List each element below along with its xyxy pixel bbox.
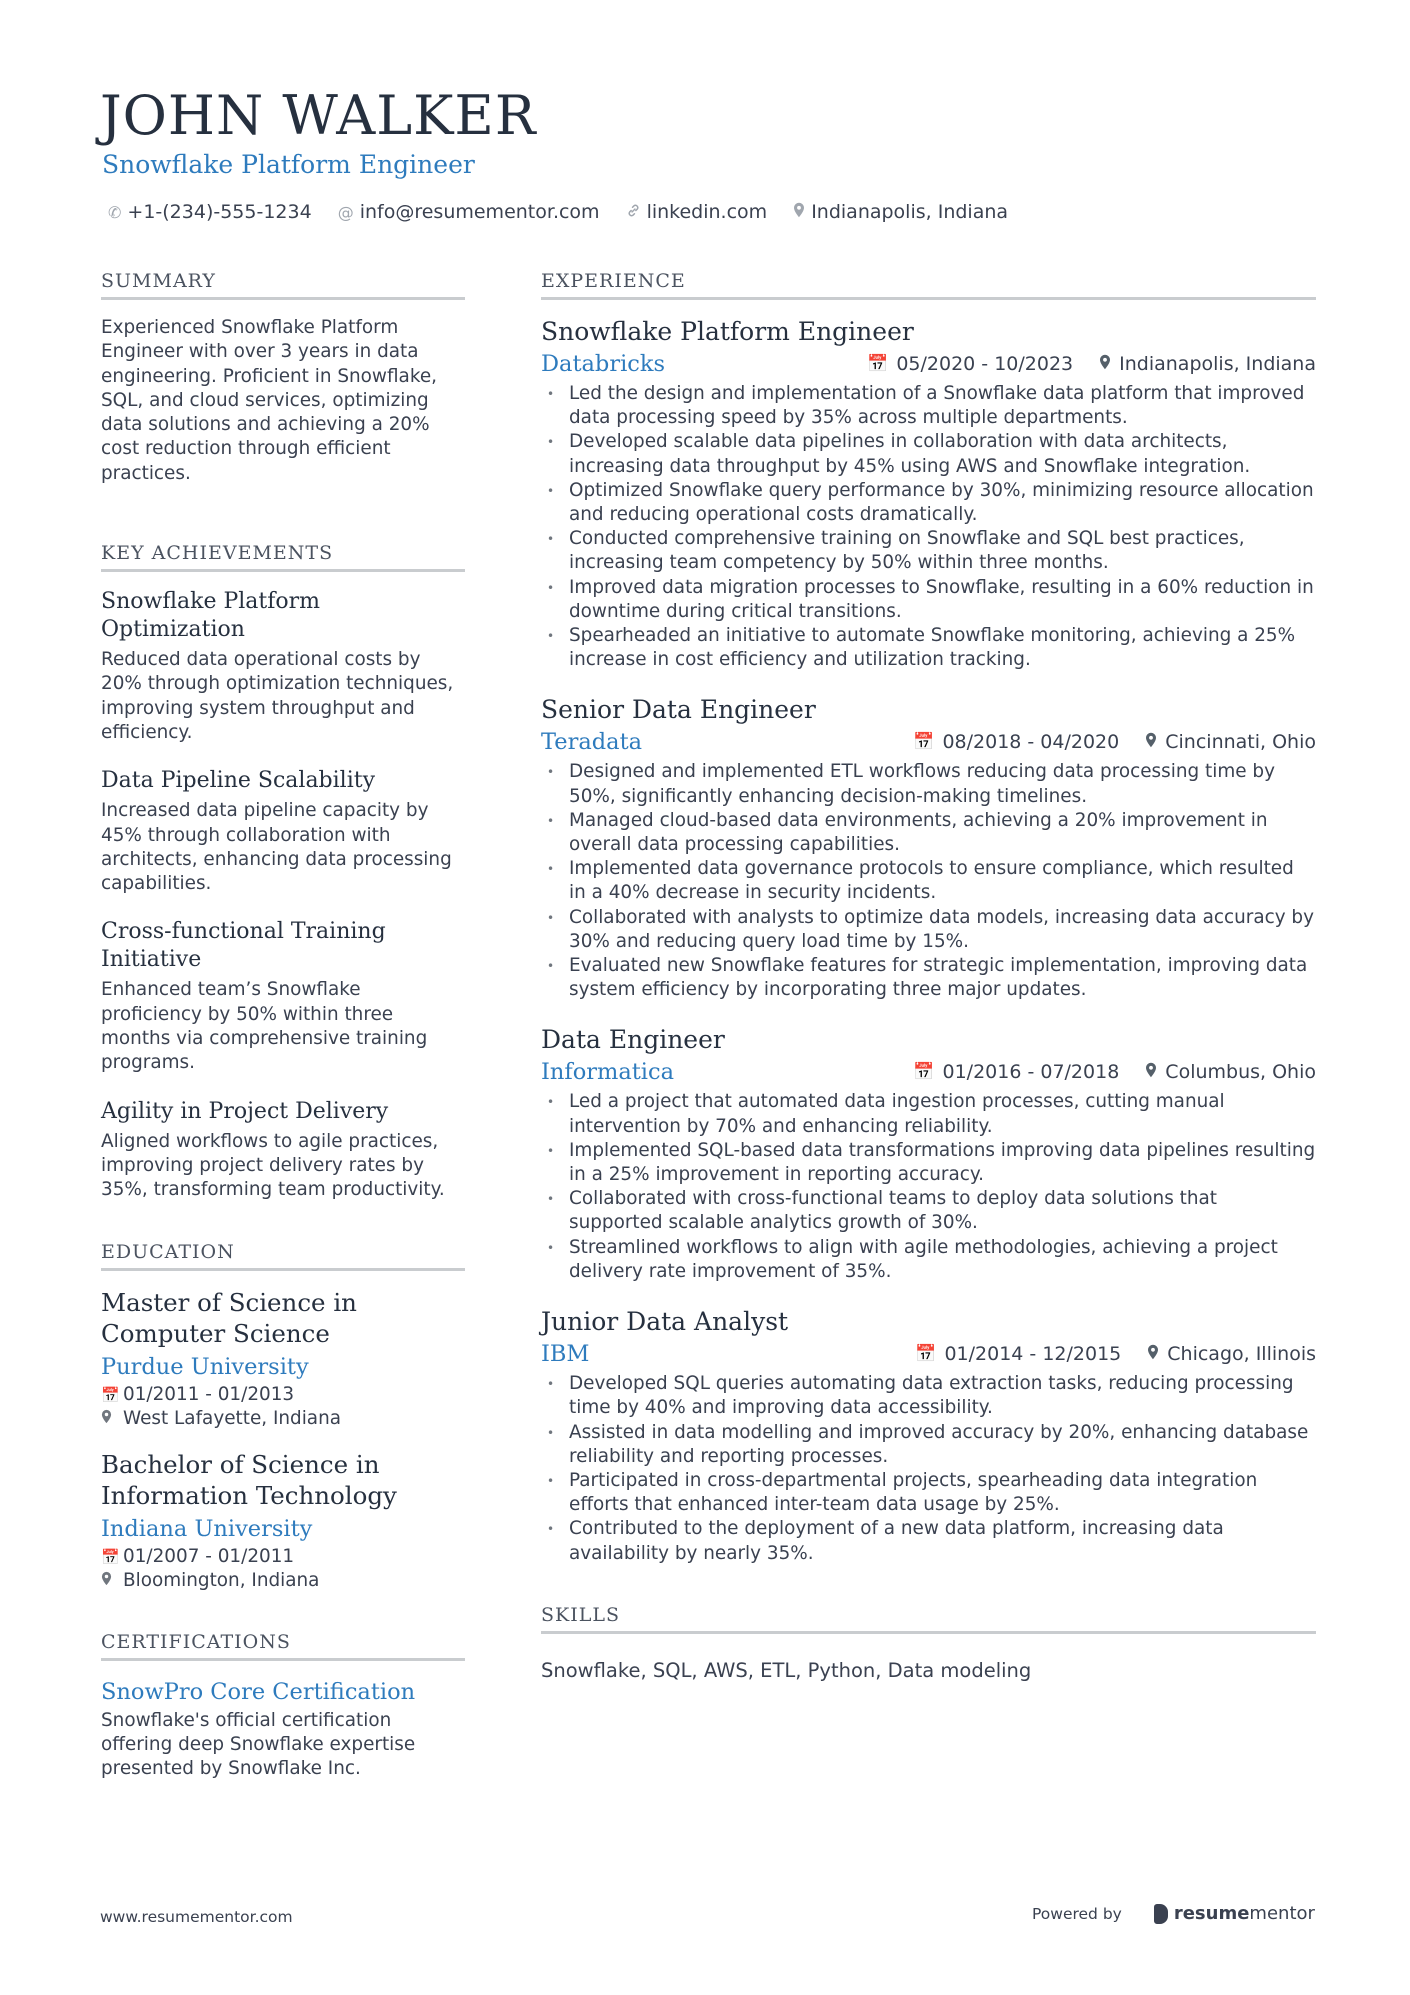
- email-text: info@resumementor.com: [359, 201, 600, 223]
- job-entry: [541, 694, 1316, 1002]
- contact-linkedin[interactable]: [626, 201, 768, 223]
- company-name: Databricks: [541, 351, 666, 377]
- job-dates: 08/2018 - 04/2020: [942, 731, 1120, 754]
- job-title: Data Engineer: [541, 1025, 725, 1055]
- education-dates: [101, 1383, 465, 1407]
- degree-title: Bachelor of Science in Information Technology: [101, 1449, 397, 1510]
- job-title: Snowflake Platform Engineer: [541, 317, 914, 346]
- job-bullets: [541, 760, 1316, 1002]
- map-pin-icon: [1145, 1062, 1157, 1083]
- powered-by-text: Powered by: [1032, 1904, 1122, 1923]
- company-name: Informatica: [541, 1059, 675, 1086]
- job-meta: [867, 353, 1316, 375]
- calendar-icon: 📅: [101, 1385, 120, 1404]
- map-pin-icon: [1147, 1344, 1159, 1365]
- education-location: [101, 1407, 465, 1431]
- link-icon: [626, 203, 641, 222]
- summary-section: [101, 270, 465, 486]
- achievement-title: Agility in Project Delivery: [101, 1098, 389, 1124]
- job-location: Cincinnati, Ohio: [1165, 731, 1316, 754]
- job-location: Indianapolis, Indiana: [1119, 353, 1316, 375]
- bullet-item: • Assisted in data modelling and improved accuracy by 20%, enhancing database reliability and reporting processes.: [541, 1421, 1316, 1469]
- achievement-item: [101, 1098, 465, 1203]
- company-name: Teradata: [541, 729, 643, 756]
- contact-phone[interactable]: [108, 201, 312, 223]
- dates-text: 01/2011 - 01/2013: [123, 1383, 295, 1405]
- calendar-icon: 📅: [913, 732, 935, 753]
- at-icon: @: [337, 202, 354, 222]
- dates-text: 01/2007 - 01/2011: [123, 1545, 295, 1567]
- school-name: Indiana University: [101, 1515, 313, 1542]
- bullet-item: • Implemented SQL-based data transformations improving data pipelines resulting in a 25% improvement in reporting accuracy.: [541, 1139, 1316, 1187]
- bullet-item: • Streamlined workflows to align with agile methodologies, achieving a project delivery rate improvement of 35%.: [541, 1236, 1316, 1284]
- achievement-text: Reduced data operational costs by 20% through optimization techniques, improving system throughput and efficiency.: [101, 649, 454, 743]
- achievement-text: Aligned workflows to agile practices, improving project delivery rates by 35%, transforming team productivity.: [101, 1130, 445, 1201]
- linkedin-text: linkedin.com: [646, 201, 768, 223]
- bullet-item: • Participated in cross-departmental projects, spearheading data integration efforts that enhanced inter-team data usage by 25%.: [541, 1469, 1316, 1517]
- bullet-item: • Conducted comprehensive training on Snowflake and SQL best practices, increasing team competency by 50% within three months.: [541, 527, 1316, 575]
- certification-text: Snowflake's official certification offering deep Snowflake expertise presented by Snowflake Inc.: [101, 1709, 416, 1780]
- bullet-item: • Collaborated with analysts to optimize data models, increasing data accuracy by 30% and reducing query load time by 15%.: [541, 906, 1316, 954]
- achievement-item: [101, 588, 465, 745]
- phone-text: +1-(234)-555-1234: [127, 201, 312, 223]
- achievement-title: Cross-functional Training Initiative: [101, 919, 386, 973]
- job-location: Columbus, Ohio: [1165, 1061, 1316, 1084]
- achievement-item: [101, 918, 465, 1075]
- section-title: SKILLS: [541, 1604, 1316, 1634]
- bullet-item: • Developed scalable data pipelines in collaboration with data architects, increasing data throughput by 45% using AWS and Snowflake integration.: [541, 430, 1316, 478]
- left-column: [101, 270, 465, 1781]
- certification-title: SnowPro Core Certification: [101, 1678, 416, 1705]
- calendar-icon: 📅: [913, 1062, 935, 1083]
- achievement-item: [101, 767, 465, 896]
- job-bullets: [541, 1372, 1316, 1566]
- job-title: Senior Data Engineer: [541, 695, 816, 725]
- skills-text: Snowflake, SQL, AWS, ETL, Python, Data modeling: [541, 1658, 1032, 1682]
- location-text: Indianapolis, Indiana: [811, 201, 1009, 223]
- achievement-title: Snowflake Platform Optimization: [101, 589, 321, 643]
- education-section: [101, 1241, 465, 1593]
- footer-url[interactable]: www.resumementor.com: [100, 1908, 293, 1926]
- achievement-text: Increased data pipeline capacity by 45% through collaboration with architects, enhancing data processing capabilities.: [101, 800, 452, 895]
- map-pin-icon: [101, 1407, 123, 1431]
- brand-logo[interactable]: [1154, 1903, 1315, 1924]
- bullet-item: • Designed and implemented ETL workflows reducing data processing time by 50%, significantly enhancing decision-making timelines.: [541, 760, 1316, 808]
- achievements-section: [101, 542, 465, 1202]
- bullet-item: • Improved data migration processes to Snowflake, resulting in a 60% reduction in downtime during critical transitions.: [541, 576, 1316, 624]
- section-title: EXPERIENCE: [541, 270, 1316, 300]
- job-entry: [541, 1306, 1316, 1566]
- company-name: IBM: [541, 1341, 590, 1368]
- bullet-item: • Managed cloud-based data environments, achieving a 20% improvement in overall data processing capabilities.: [541, 809, 1316, 857]
- job-bullets: [541, 1090, 1316, 1284]
- job-meta: [915, 1343, 1316, 1365]
- bullet-item: • Implemented data governance protocols to ensure compliance, which resulted in a 40% decrease in security incidents.: [541, 857, 1316, 905]
- right-column: [541, 270, 1316, 1684]
- job-bullets: [541, 382, 1316, 672]
- summary-text: Experienced Snowflake Platform Engineer with over 3 years in data engineering. Proficient in Snowflake, SQL, and cloud services, optimizing data solutions and achieving a 20% cost reduction through efficient practices.: [101, 317, 437, 484]
- job-meta: [913, 1061, 1316, 1083]
- calendar-icon: 📅: [101, 1547, 120, 1566]
- skills-section: [541, 1604, 1316, 1684]
- calendar-icon: 📅: [867, 354, 889, 374]
- education-location: [101, 1569, 465, 1593]
- education-item: [101, 1287, 465, 1431]
- certifications-section: [101, 1631, 465, 1782]
- brand-logo-icon: [1154, 1904, 1168, 1924]
- map-pin-icon: [793, 202, 805, 222]
- phone-icon: ✆: [108, 202, 122, 222]
- bullet-item: • Led the design and implementation of a Snowflake data platform that improved data processing speed by 35% across multiple departments.: [541, 382, 1316, 430]
- bullet-item: • Collaborated with cross-functional teams to deploy data solutions that supported scalable analytics growth of 30%.: [541, 1187, 1316, 1235]
- job-location: Chicago, Illinois: [1167, 1343, 1316, 1366]
- map-pin-icon: [1099, 354, 1111, 375]
- certification-item: [101, 1677, 465, 1782]
- job-dates: 01/2014 - 12/2015: [944, 1343, 1122, 1366]
- contact-location: [793, 201, 1008, 223]
- degree-title: Master of Science in Computer Science: [101, 1287, 357, 1348]
- map-pin-icon: [101, 1569, 123, 1593]
- bullet-item: • Contributed to the deployment of a new data platform, increasing data availability by nearly 35%.: [541, 1517, 1316, 1565]
- location-text: Bloomington, Indiana: [123, 1569, 320, 1591]
- education-item: [101, 1449, 465, 1593]
- section-title: CERTIFICATIONS: [101, 1631, 465, 1661]
- job-entry: [541, 316, 1316, 672]
- achievement-text: Enhanced team’s Snowflake proficiency by 50% within three months via comprehensive training programs.: [101, 979, 428, 1074]
- experience-section: [541, 270, 1316, 1566]
- job-dates: 01/2016 - 07/2018: [942, 1061, 1120, 1084]
- job-meta: [913, 731, 1316, 753]
- candidate-role: Snowflake Platform Engineer: [102, 150, 475, 179]
- education-dates: [101, 1545, 465, 1569]
- bullet-item: • Optimized Snowflake query performance by 30%, minimizing resource allocation and reducing operational costs dramatically.: [541, 479, 1316, 527]
- contact-bar: [108, 201, 1034, 223]
- job-dates: 05/2020 - 10/2023: [896, 353, 1074, 375]
- job-title: Junior Data Analyst: [541, 1307, 789, 1337]
- bullet-item: • Spearheaded an initiative to automate Snowflake monitoring, achieving a 25% increase in cost efficiency and utilization tracking.: [541, 624, 1316, 672]
- school-name: Purdue University: [101, 1353, 309, 1380]
- bullet-item: • Developed SQL queries automating data extraction tasks, reducing processing time by 40% and improving data accessibility.: [541, 1372, 1316, 1420]
- section-title: KEY ACHIEVEMENTS: [101, 542, 465, 572]
- brand-name-light: mentor: [1249, 1903, 1315, 1924]
- candidate-name: JOHN WALKER: [100, 84, 537, 147]
- bullet-item: • Led a project that automated data ingestion processes, cutting manual intervention by 70% and enhancing reliability.: [541, 1090, 1316, 1138]
- section-title: SUMMARY: [101, 270, 465, 300]
- footer-brand: [1032, 1903, 1315, 1924]
- contact-email[interactable]: [338, 201, 600, 223]
- section-title: EDUCATION: [101, 1241, 465, 1271]
- map-pin-icon: [1145, 732, 1157, 753]
- location-text: West Lafayette, Indiana: [123, 1407, 342, 1429]
- brand-name-bold: resume: [1173, 1903, 1250, 1924]
- achievement-title: Data Pipeline Scalability: [101, 768, 376, 794]
- job-entry: [541, 1024, 1316, 1284]
- calendar-icon: 📅: [915, 1344, 937, 1365]
- bullet-item: • Evaluated new Snowflake features for strategic implementation, improving data system efficiency by incorporating three major updates.: [541, 954, 1316, 1002]
